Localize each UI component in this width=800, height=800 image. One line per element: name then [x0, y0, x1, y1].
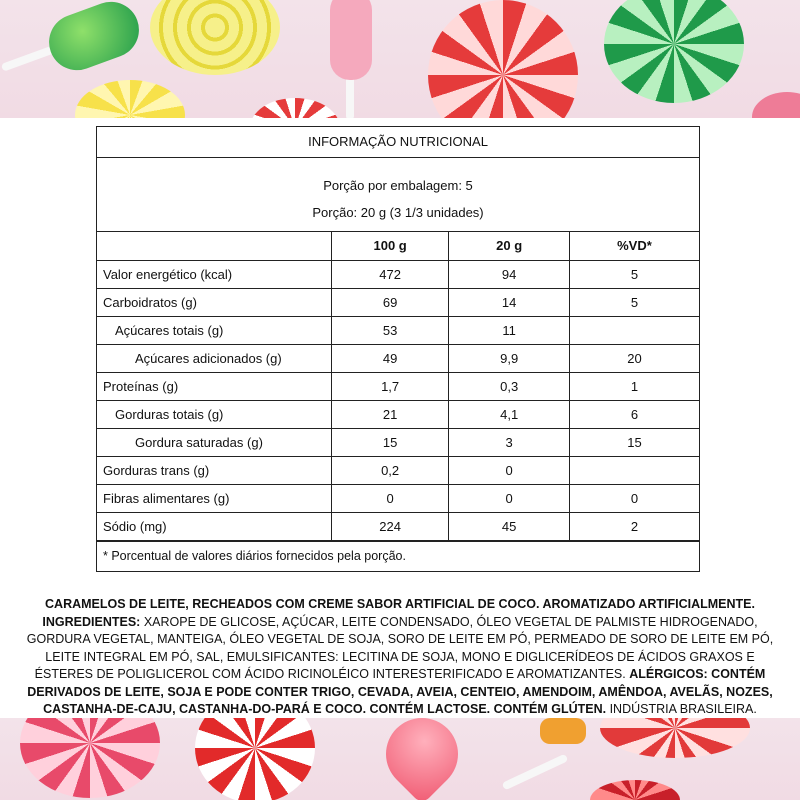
portion-info: [97, 158, 699, 232]
nutrient-label: Fibras alimentares (g): [97, 484, 331, 512]
value-20g: 4,1: [449, 400, 570, 428]
header-nutrient: [97, 232, 331, 260]
value-20g: 9,9: [449, 344, 570, 372]
allergens-text: ALÉRGICOS: CONTÉM DERIVADOS DE LEITE, SOJA E PODE CONTER TRIGO, CEVADA, AVEIA, CENTEIO, AMENDOIM, AMÊNDOA, AVELÃS, NOZES, CASTANHA-DE-CAJU, CASTANHA-DO-PARÁ E COCO. CONTÉM LACTOSE. CONTÉM GLÚTEN.: [27, 667, 773, 716]
red-white-lollipop-icon: [600, 718, 750, 758]
table-row: [97, 316, 699, 344]
value-20g: 0,3: [449, 372, 570, 400]
value-20g: 0: [449, 456, 570, 484]
red-white-lollipop-icon: [250, 98, 340, 118]
value-20g: 94: [449, 260, 570, 288]
value-100g: 69: [331, 288, 449, 316]
value-vd: 20: [569, 344, 699, 372]
candy-background-bottom: [0, 718, 800, 800]
value-vd: 15: [569, 428, 699, 456]
table-row: [97, 512, 699, 540]
value-100g: 21: [331, 400, 449, 428]
nutrient-label: Valor energético (kcal): [97, 260, 331, 288]
header-vd: %VD*: [569, 232, 699, 260]
nutrient-label: Açúcares totais (g): [97, 316, 331, 344]
yellow-swirl-lollipop-icon: [75, 80, 185, 118]
value-vd: [569, 456, 699, 484]
value-100g: 1,7: [331, 372, 449, 400]
red-white-lollipop-icon: [428, 0, 578, 118]
table-row: [97, 400, 699, 428]
orange-lollipop-icon: [540, 718, 586, 744]
value-20g: 11: [449, 316, 570, 344]
ingredients-text: XAROPE DE GLICOSE, AÇÚCAR, LEITE CONDENSADO, ÓLEO VEGETAL DE PALMISTE HIDROGENADO, GORDURA VEGETAL, MANTEIGA, ÓLEO VEGETAL DE SOJA, SORO DE LEITE EM PÓ, PERMEADO DE SORO DE LEITE EM PÓ, LEITE INTEGRAL EM PÓ, SAL, EMULSIFICANTES: LECITINA DE SOJA, MONO E DIGLICERÍDEOS DE ÁCIDOS GRAXOS E ÉSTERES DE POLIGLICEROL COM ÁCIDO RICINOLÉICO INTERESTERIFICADO E AROMATIZANTES.: [26, 614, 774, 681]
yellow-swirl-lollipop-icon: [150, 0, 280, 75]
origin-text: INDÚSTRIA BRASILEIRA.: [609, 702, 757, 716]
pink-stick-candy-icon: [330, 0, 372, 80]
red-white-lollipop-icon: [590, 780, 680, 800]
value-20g: 3: [449, 428, 570, 456]
value-vd: [569, 316, 699, 344]
nutrient-label: Sódio (mg): [97, 512, 331, 540]
value-20g: 0: [449, 484, 570, 512]
red-white-lollipop-icon: [195, 718, 315, 800]
table-row: [97, 260, 699, 288]
value-20g: 14: [449, 288, 570, 316]
value-100g: 0: [331, 484, 449, 512]
ingredients-block: [18, 596, 782, 719]
candy-stick: [502, 754, 569, 791]
heart-gummy-icon: [371, 718, 473, 800]
ingredients-label: INGREDIENTES:: [42, 614, 141, 629]
nutrient-label: Açúcares adicionados (g): [97, 344, 331, 372]
product-name: CARAMELOS DE LEITE, RECHEADOS COM CREME SABOR ARTIFICIAL DE COCO. AROMATIZADO ARTIFICIALMENTE.: [45, 597, 755, 611]
header-100g: 100 g: [331, 232, 449, 260]
nutrition-title: INFORMAÇÃO NUTRICIONAL: [97, 127, 699, 158]
value-100g: 0,2: [331, 456, 449, 484]
label-card: [0, 118, 800, 718]
pink-candy-icon: [752, 92, 800, 118]
nutrient-label: Carboidratos (g): [97, 288, 331, 316]
table-row: [97, 344, 699, 372]
value-100g: 49: [331, 344, 449, 372]
table-row: [97, 456, 699, 484]
nutrition-footnote: * Porcentual de valores diários fornecidos pela porção.: [97, 541, 699, 571]
nutrient-label: Gordura saturadas (g): [97, 428, 331, 456]
green-swirl-lollipop-icon: [604, 0, 744, 103]
value-vd: 5: [569, 260, 699, 288]
value-vd: 5: [569, 288, 699, 316]
value-vd: 0: [569, 484, 699, 512]
table-row: [97, 372, 699, 400]
header-20g: 20 g: [449, 232, 570, 260]
value-100g: 15: [331, 428, 449, 456]
candy-background-top: [0, 0, 800, 118]
value-100g: 472: [331, 260, 449, 288]
nutrient-label: Proteínas (g): [97, 372, 331, 400]
value-vd: 6: [569, 400, 699, 428]
nutrient-label: Gorduras trans (g): [97, 456, 331, 484]
value-vd: 1: [569, 372, 699, 400]
green-candy-icon: [41, 0, 147, 78]
value-20g: 45: [449, 512, 570, 540]
value-100g: 53: [331, 316, 449, 344]
nutrient-label: Gorduras totais (g): [97, 400, 331, 428]
table-row: [97, 484, 699, 512]
servings-per-pack: Porção por embalagem: 5: [323, 178, 473, 193]
table-header-row: [97, 232, 699, 260]
value-vd: 2: [569, 512, 699, 540]
table-row: [97, 428, 699, 456]
value-100g: 224: [331, 512, 449, 540]
nutrition-table: [96, 126, 700, 572]
nutrition-values-table: [97, 232, 699, 541]
table-row: [97, 288, 699, 316]
pink-swirl-lollipop-icon: [20, 718, 160, 798]
serving-size: Porção: 20 g (3 1/3 unidades): [312, 205, 484, 220]
